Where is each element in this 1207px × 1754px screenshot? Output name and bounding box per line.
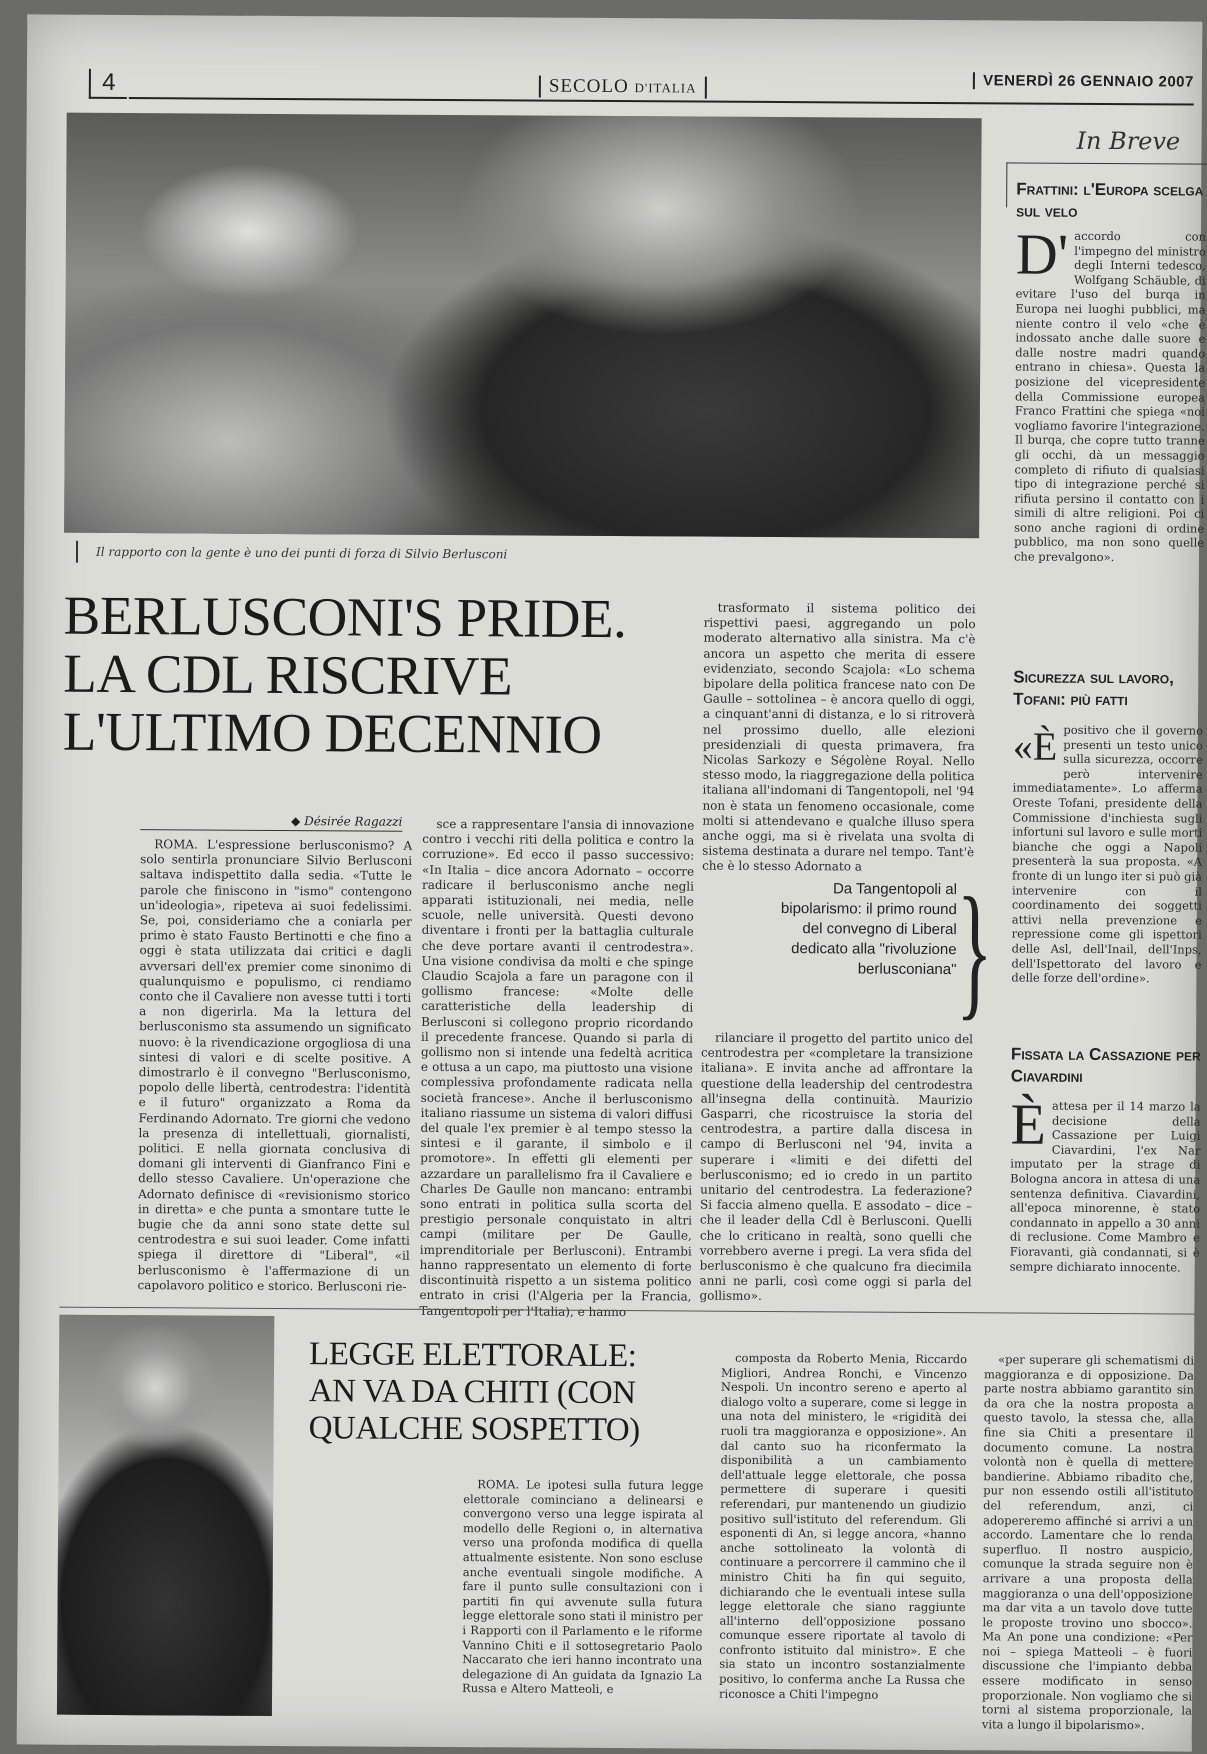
dropcap: È bbox=[1010, 1091, 1047, 1157]
column-text: trasformato il sistema politico dei rispettivi paesi, aggregando un polo moderato alternativo alla sinistra. Ma c'è ancora un aspetto che merita di essere evidenziato, secondo Scajola: «Lo schema bipolare della politica francese nato con De Gaulle – sottolinea – è ancora quello di oggi, a cinquant'anni di distanza, e lo si ritroverà nel prossimo duello, alle elezioni presidenziali di questa primavera, fra Nicolas Sarkozy e Ségolène Royal. Nello stesso modo, la riaggregazione della politica italiana all'indomani di Tangentopoli, nel '94 non è stata un fenomeno occasionale, come molti si attendevano e qualche illuso spera anche oggi, ma si è rivelata una svolta di sistema destinata a durare nel tempo. Tant'è che è lo stesso Adornato a bbox=[702, 600, 976, 874]
paper-name-small: D'ITALIA bbox=[634, 80, 697, 96]
headline-line: AN VA DA CHITI (CON bbox=[308, 1373, 636, 1412]
secondary-column-1 bbox=[462, 1477, 704, 1740]
brief-body: positivo che il governo presenti un testo unico sulla sicurezza, occorre però intervenire immediatamente». Lo afferma Oreste Tofani, presidente della Commissione d'inchiesta sugli infortuni sul lavoro e sulle morti bianche che oggi a Napoli presenterà la sua proposta. «A fronte di un lungo iter si può già intervenire con il coordinamento dei soggetti attivi nella prevenzione e repressione come gli ispettori delle Asl, dell'Inail, dell'Inps, dell'Ispettorato del lavoro e delle forze dell'ordine». bbox=[1011, 722, 1203, 986]
headline-line: LEGGE ELETTORALE: bbox=[309, 1336, 637, 1375]
brief-body: accordo con l'impegno del ministro degli Interni tedesco, Wolfgang Schäuble, di evitare l'uso del burqa in Europa nei luoghi pubblici, ma niente contro il velo «che è indossato anche dalle suore e dalle nostre madri quando entrano in chiesa». Questa la posizione del vicepresidente della Commissione europea Franco Frattini che spiega «noi vogliamo favorire l'integrazione. Il burqa, che copre tutto tranne gli occhi, dà un messaggio completo di rifiuto di qualsiasi tipo di integrazione perché si rifiuta persino il contatto con i simili di altre religioni. Poi ci sono anche ragioni di ordine pubblico, ma non sono quelle che prevalgono». bbox=[1013, 228, 1207, 565]
byline: ◆ Désirée Ragazzi bbox=[140, 813, 402, 832]
headline-line: L'ULTIMO DECENNIO bbox=[62, 700, 602, 765]
column-text: «per superare gli schematismi di maggioranza e di opposizione. Da parte nostra abbiamo garantito sin da ora che la nostra proposta a questo tavolo, la stessa che, alla fine sia Chiti a presentare il documento comune. La nostra volontà non è quella di mettere bandierine. Abbiamo ribadito che, pur non essendo ostili all'istituto del referendum, anzi, ci adopereremo affinché si arrivi a un accordo. Lamentare che lo renda superfluo. Il nostro auspicio, comunque la strada seguire non è arrivare a una proposta della maggioranza o una dell'opposizione ma dar vita a un tavolo dove tutte le proposte trovino uno sbocco». Ma An pone una condizione: «Per noi – spiega Matteoli – è fuori discussione che l'impianto debba essere modificato in senso proporzionale. Non vogliamo che si torni al sistema proporzionale, la vita a lungo il bipolarismo». bbox=[981, 1352, 1195, 1733]
sidebar-in-breve bbox=[990, 118, 1207, 1289]
article-column-2 bbox=[419, 816, 695, 1319]
issue-date: VENERDÌ 26 GENNAIO 2007 bbox=[973, 72, 1194, 90]
column-text: ROMA. Le ipotesi sulla futura legge elettorale cominciano a delinearsi e convergono verso una legge ispirata al modello delle Regioni o, in alternativa verso una profonda modifica di quella attualmente esistente. Non sono escluse anche eventuali singole modifiche. A fare il punto sulle consultazioni con i partiti fin qui avvenute sulla futura legge elettorale sono stati il ministro per i Rapporti con il Parlamento e le riforme Vannino Chiti e il sottosegretario Paolo Naccarato che ieri hanno incontrato una delegazione di An guidata da Ignazio La Russa e Altero Matteoli, e bbox=[462, 1477, 704, 1697]
brief-title: Frattini: l'Europa scelga sul velo bbox=[1016, 179, 1204, 221]
main-photo bbox=[64, 113, 982, 539]
brief-body: attesa per il 14 marzo la decisione della Cassazione per Luigi Ciavardini, l'ex Nar imputato per la strage di Bologna ancora in attesa di una sentenza definitiva. Ciavardini, all'epoca minorenne, è stato condannato in appello a 30 anni di reclusione. Come Mambro e Fioravanti, già condannati, si è sempre dichiarato innocente. bbox=[1009, 1098, 1201, 1275]
headline-line: QUALCHE SOSPETTO) bbox=[308, 1410, 640, 1449]
secondary-headline bbox=[309, 1336, 700, 1449]
photo-caption: Il rapporto con la gente è uno dei punti di forza di Silvio Berlusconi bbox=[76, 541, 507, 566]
dropcap: D' bbox=[1015, 221, 1069, 287]
article-column-1 bbox=[137, 837, 412, 1304]
brief-text bbox=[1013, 221, 1207, 569]
headline-line: BERLUSCONI'S PRIDE. bbox=[63, 584, 627, 650]
brief-title: Fissata la Cassazione per Ciavardini bbox=[1010, 1044, 1201, 1086]
author-name: Désirée Ragazzi bbox=[304, 814, 403, 829]
secondary-column-2 bbox=[719, 1351, 967, 1742]
brief-title: Sicurezza sul lavoro, Tofani: più fatti bbox=[1013, 667, 1174, 710]
headline-line: LA CDL RISCRIVE bbox=[63, 642, 513, 707]
secondary-photo bbox=[57, 1315, 274, 1716]
pull-quote-brace: } bbox=[956, 867, 994, 1034]
masthead-rule bbox=[129, 97, 1194, 106]
column-text: composta da Roberto Menia, Riccardo Migliori, Andrea Ronchi, e Vincenzo Nespoli. Un incontro sereno e aperto al dialogo volto a superare, come si legge in una nota del ministero, le «rigidità dei ruoli tra maggioranza e opposizione». An dal canto suo ha riconfermato la disponibilità a un cambiamento dell'attuale legge elettorale, che possa permettere di superare i quesiti referendari, pur mantenendo un giudizio positivo sull'istituto del referendum. Gli esponenti di An, si legge ancora, «hanno anche sottolineato la volontà di continuare a percorrere il cammino che il ministro Chiti ha fin qui seguito, dichiarando che le eventuali intese sulla legge elettorale che siano raggiunte all'interno dell'opposizione possano comunque essere riportate al tavolo di confronto istituito dal ministro». E che sia stato un incontro sostanzialmente positivo, lo conferma anche La Russa che riconosce a Chiti l'impegno bbox=[719, 1350, 968, 1702]
newspaper-page bbox=[17, 14, 1207, 1751]
column-text: sce a rappresentare l'ansia di innovazione contro i vecchi riti della politica e contro la corruzione». Ed ecco il passo successivo: «In Italia – dice ancora Adornato – occorre radicare il berlusconismo anche negli apparati istituzionali, nei media, nelle scuole, nelle università. Questi devono diventare i fronti per la battaglia culturale che deve portare avanti il centrodestra». Una visione condivisa da molti e che spinge Claudio Scajola a fare un paragone con il gollismo francese: «Molte delle caratteristiche della leadership di Berlusconi si collegono proprio ricordando il precedente francese. Quando si parla di gollismo non si intende una fedeltà acritica e ottusa a un capo, ma piuttosto una visione complessiva profondamente radicata nella società francese». Anche il berlusconismo italiano riassume un sistema di valori diffusi del quale l'ex premier è al tempo stesso la sintesi e il garante, il simbolo e il promotore». In effetti gli elementi per azzardare un parallelismo fra il Cavaliere e Charles De Gaulle non mancano: entrambi sono entrati in politica sulla scorta del prestigio personale conquistato in altri campi (militare per De Gaulle, imprenditoriale per Berlusconi). Entrambi hanno rappresentato un elemento di forte discontinuità rispetto a un sistema politico entrato in crisi (l'Algeria per la Francia, Tangentopoli per l'Italia), e hanno bbox=[419, 816, 695, 1319]
secondary-column-3 bbox=[982, 1352, 1194, 1743]
sidebar-header: In Breve bbox=[1076, 126, 1181, 156]
main-headline bbox=[62, 584, 704, 765]
sidebar-rule bbox=[1006, 162, 1206, 164]
article-column-3-top bbox=[702, 600, 976, 874]
sidebar-rule-vertical bbox=[1006, 162, 1007, 207]
article-column-3-bottom bbox=[699, 1031, 973, 1303]
paper-name-main: SECOLO bbox=[548, 75, 629, 98]
masthead bbox=[69, 51, 1194, 102]
dropcap: «È bbox=[1012, 723, 1058, 769]
brief-text bbox=[1009, 1091, 1201, 1299]
page-number: 4 bbox=[89, 69, 127, 99]
column-text: rilanciare il progetto del partito unico del centrodestra per «completare la transizione italiana». E invita anche ad affrontare la questione della leadership del centrodestra all'insegna della continuità. Maurizio Gasparri, che ricostruisce la storia del centrodestra, a partire dalla discesa in campo di Berlusconi nel '94, invita a superare i «limiti e dei difetti del berlusconismo; ed io credo in un partito unitario del centrodestra. La federazione? Si faccia almeno quella. E assodato – dice – che il leader della Cdl è Berlusconi. Quelli che lo criticano in realtà, sono quelli che vorrebbero averne i pregi. La vera sfida del berlusconismo è che qualcuno fra diecimila anni ne parli, così come oggi si parla del gollismo». bbox=[699, 1030, 974, 1304]
pull-quote: Da Tangentopoli al bipolarismo: il primo round del convegno di Liberal dedicato alla "rivoluzione berlusconiana" bbox=[780, 880, 958, 979]
brief-text bbox=[1011, 722, 1203, 986]
column-text: ROMA. L'espressione berlusconismo? A solo sentirla pronunciare Silvio Berlusconi saltava indispettito dalla sedia. «Tutte le parole che finiscono in "ismo" contengono un'ideologia», ripeteva ai suoi fedelissimi. Se, poi, consideriamo che a coniarla per primo è stato Fausto Bertinotti e che fino a oggi è stata utilizzata dai critici e dagli avversari dell'ex premier come sinonimo di qualunquismo e populismo, ci rendiamo conto che il Cavaliere non avesse tutti i torti a non digerirla. Ma la lettura del berlusconismo sta assumendo un significato nuovo: è la rivendicazione orgogliosa di una sintesi di valori e di scelte positive. A dimostrarlo è il convegno "Berlusconismo, popolo delle libertà, centrodestra: l'identità e il futuro" organizzato a Roma da Ferdinando Adornato. Tre giorni che vedono la presenza di intellettuali, giornalisti, politici. E nella giornata conclusiva di domani gli interventi di Gianfranco Fini e dello stesso Cavaliere. Un'operazione che Adornato definisce di «revisionismo storico in diretta» e che punta a smontare tutte le bugie che da anni sono state dette sul centrodestra e sui suoi leader. Come infatti spiega il direttore di "Liberal", «il berlusconismo è l'affermazione di un capolavoro politico e storico. Berlusconi rie- bbox=[137, 837, 413, 1294]
paper-name bbox=[539, 76, 707, 99]
